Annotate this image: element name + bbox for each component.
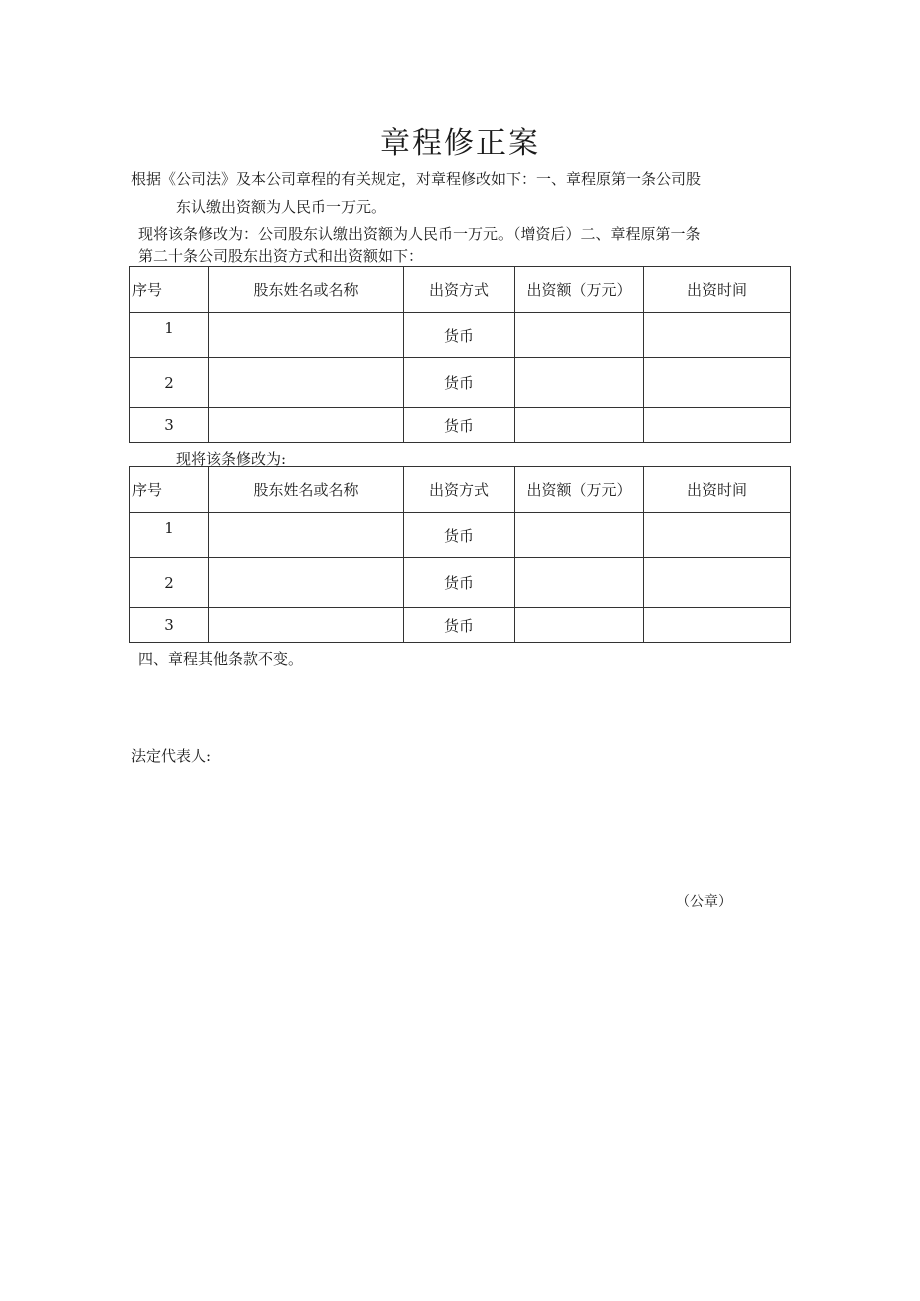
row-seq: 1 [130, 513, 209, 558]
table-row [130, 608, 791, 643]
table-row [130, 408, 791, 443]
row-contribution-amount [515, 358, 644, 408]
row-contribution-time [644, 608, 791, 643]
table-row [130, 313, 791, 358]
header-contribution-time: 出资时间 [644, 467, 791, 513]
row-contribution-amount [515, 558, 644, 608]
row-contribution-amount [515, 513, 644, 558]
clause-four: 四、章程其他条款不变。 [138, 650, 304, 668]
row-contribution-method: 货币 [404, 608, 515, 643]
revised-contribution-table [129, 466, 791, 643]
row-contribution-time [644, 558, 791, 608]
row-contribution-amount [515, 608, 644, 643]
row-seq: 2 [130, 558, 209, 608]
modify-label: 现将该条修改为: [176, 450, 287, 468]
header-contribution-time: 出资时间 [644, 267, 791, 313]
header-contribution-amount: 出资额（万元） [515, 467, 644, 513]
company-seal-label: （公章） [676, 894, 732, 910]
header-contribution-method: 出资方式 [404, 267, 515, 313]
header-contribution-method: 出资方式 [404, 467, 515, 513]
intro-line-3: 现将该条修改为：公司股东认缴出资额为人民币一万元。（增资后）二、章程原第一条 [138, 225, 701, 243]
row-seq: 3 [130, 608, 209, 643]
row-shareholder-name [209, 408, 404, 443]
row-contribution-method: 货币 [404, 558, 515, 608]
row-contribution-amount [515, 313, 644, 358]
header-seq: 序号 [130, 467, 209, 513]
table-header-row [130, 267, 791, 313]
row-shareholder-name [209, 608, 404, 643]
row-contribution-time [644, 313, 791, 358]
intro-line-2: 东认缴出资额为人民币一万元。 [176, 198, 387, 216]
row-shareholder-name [209, 358, 404, 408]
row-contribution-method: 货币 [404, 408, 515, 443]
table-header-row [130, 467, 791, 513]
table-row [130, 358, 791, 408]
header-seq: 序号 [130, 267, 209, 313]
row-contribution-time [644, 513, 791, 558]
intro-line-1: 根据《公司法》及本公司章程的有关规定，对章程修改如下：一、章程原第一条公司股 [131, 170, 702, 188]
row-contribution-method: 货币 [404, 358, 515, 408]
row-contribution-method: 货币 [404, 313, 515, 358]
row-shareholder-name [209, 513, 404, 558]
row-contribution-method: 货币 [404, 513, 515, 558]
row-shareholder-name [209, 313, 404, 358]
row-contribution-time [644, 408, 791, 443]
intro-line-4: 第二十条公司股东出资方式和出资额如下： [138, 247, 424, 265]
legal-representative-label: 法定代表人: [131, 747, 212, 765]
table-row [130, 558, 791, 608]
header-shareholder-name: 股东姓名或名称 [209, 467, 404, 513]
row-contribution-amount [515, 408, 644, 443]
row-seq: 3 [130, 408, 209, 443]
header-shareholder-name: 股东姓名或名称 [209, 267, 404, 313]
original-contribution-table [129, 266, 791, 443]
row-shareholder-name [209, 558, 404, 608]
row-contribution-time [644, 358, 791, 408]
document-title: 章程修正案 [380, 126, 540, 161]
row-seq: 2 [130, 358, 209, 408]
table-row [130, 513, 791, 558]
header-contribution-amount: 出资额（万元） [515, 267, 644, 313]
row-seq: 1 [130, 313, 209, 358]
